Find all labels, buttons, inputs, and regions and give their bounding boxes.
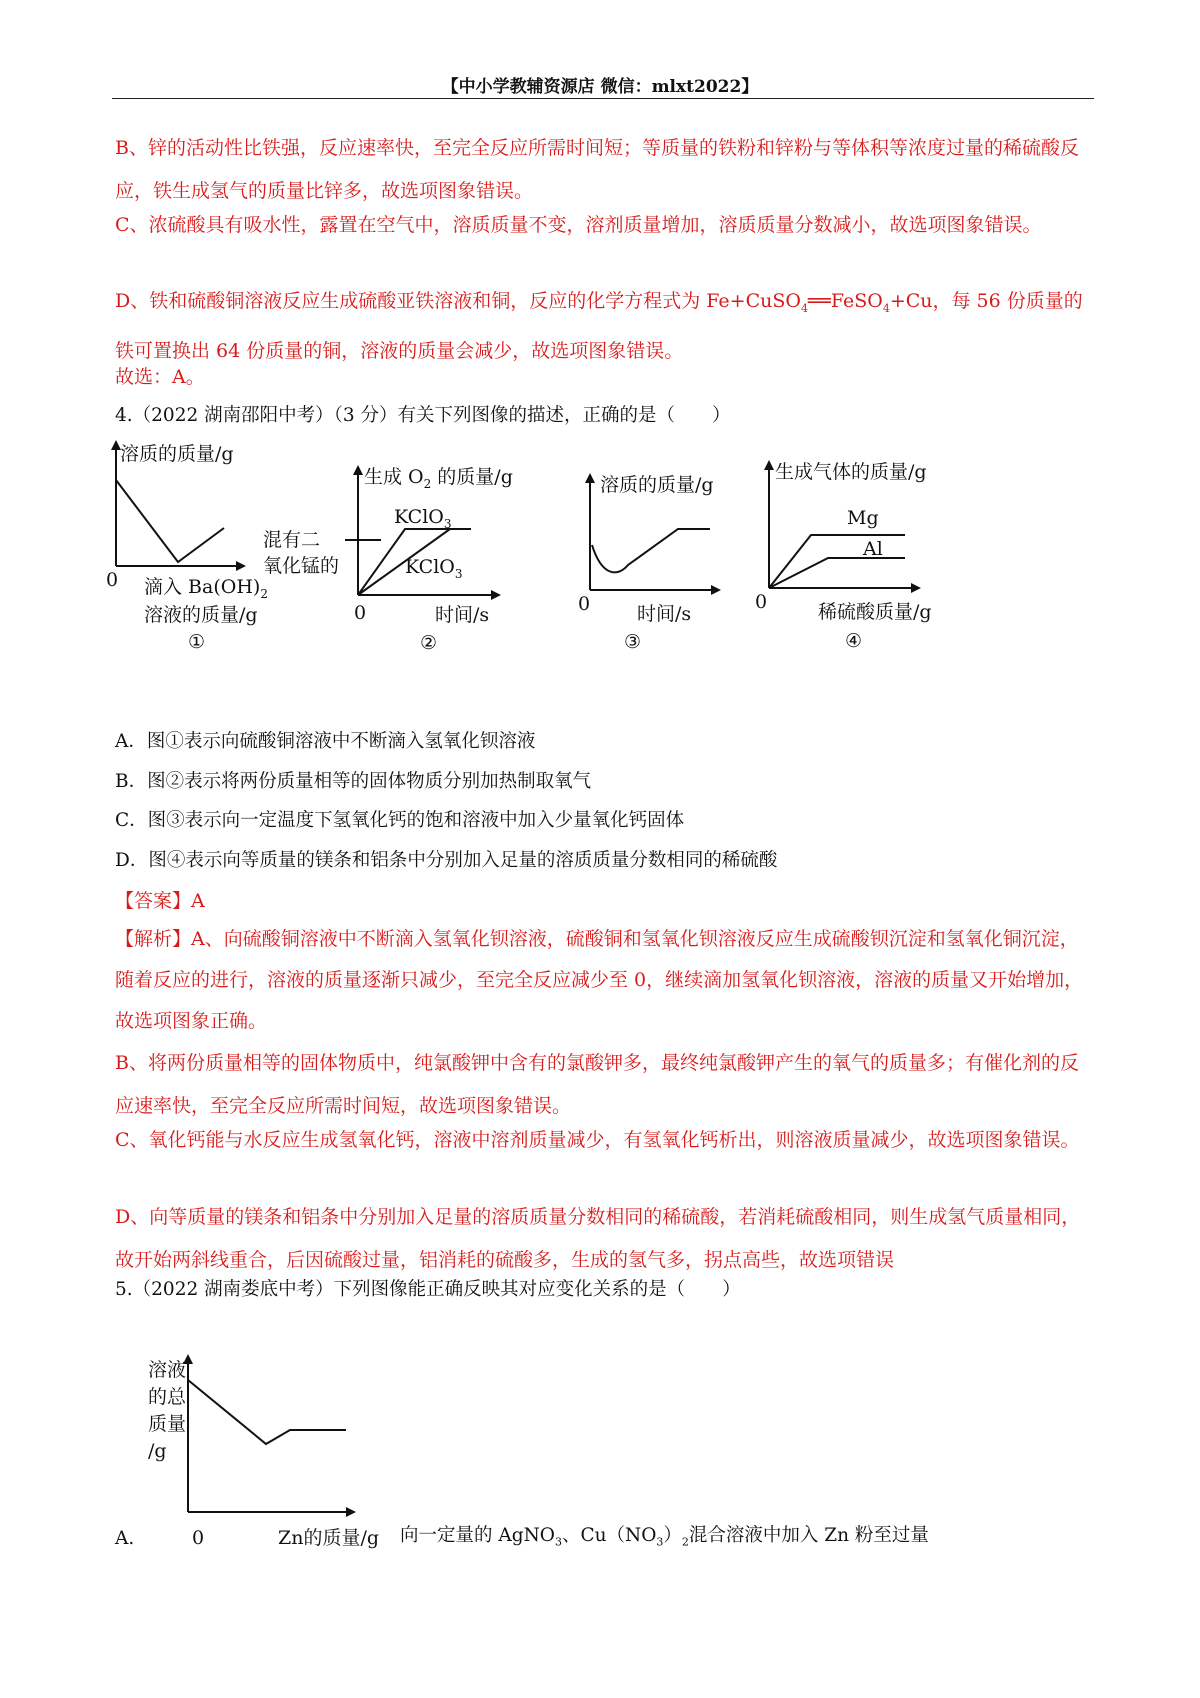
- fig2-side-label-1: 混有二: [263, 529, 321, 551]
- fig2-origin: 0: [354, 602, 367, 624]
- q4-answer: 【答案】A: [115, 890, 205, 912]
- q5-title: 5.（2022 湖南娄底中考）下列图像能正确反映其对应变化关系的是（ ）: [115, 1279, 741, 1300]
- fig4-mg-label: Mg: [847, 507, 879, 529]
- q4-analysis-b: B、将两份质量相等的固体物质中，纯氯酸钾中含有的氯酸钾多，最终纯氯酸钾产生的氧气的质量多；有催化剂的反应速率快，至完全反应所需时间短，故选项图象错误。: [115, 1052, 1079, 1117]
- fig4-al-label: Al: [863, 538, 883, 560]
- q4-figure-4: [755, 450, 955, 650]
- fig3-origin: 0: [578, 593, 591, 615]
- q5-option-a-text: 向一定量的 AgNO$_3$、$Cu(NO_3)_2$混合溶液中加入 Zn 粉至过量: [400, 1525, 929, 1549]
- q5-ylabel-2: 的总: [148, 1386, 187, 1408]
- fig4-xlabel: 稀硫酸质量/g: [818, 601, 932, 623]
- fig4-origin: 0: [755, 591, 768, 613]
- q5-ylabel-4: /g: [148, 1440, 167, 1462]
- analysis-c-prev: C、浓硫酸具有吸水性，露置在空气中，溶质质量不变，溶剂质量增加，溶质质量分数减小，故选项图象错误。: [115, 214, 1042, 236]
- q5-ylabel-3: 质量: [148, 1413, 187, 1435]
- q4-option-c: C．图③表示向一定温度下氢氧化钙的饱和溶液中加入少量氧化钙固体: [115, 810, 685, 831]
- analysis-b-prev: B、锌的活动性比铁强，反应速率快，至完全反应所需时间短；等质量的铁粉和锌粉与等体积等浓度过量的稀硫酸反应，铁生成氢气的质量比锌多，故选项图象错误。: [115, 137, 1079, 202]
- page-header: 【中小学教辅资源店 微信：mlxt2022】: [441, 77, 759, 97]
- analysis-d-prev: D、铁和硫酸铜溶液反应生成硫酸亚铁溶液和铜，反应的化学方程式为 Fe+CuSO$_4$══FeSO$_4$+Cu，每 56 份质量的铁可置换出 64 份质量的铜，溶液的质量会减少，故选项图象错误。: [115, 290, 1083, 362]
- q5-option-a-label: A.: [115, 1528, 135, 1549]
- q4-figure-3: [578, 465, 740, 653]
- q4-analysis-c: C、氧化钙能与水反应生成氢氧化钙，溶液中溶剂质量减少，有氢氧化钙析出，则溶液质量减少，故选项图象错误。: [115, 1129, 1080, 1151]
- fig3-number: ③: [624, 631, 642, 653]
- q4-option-d: D．图④表示向等质量的镁条和铝条中分别加入足量的溶质质量分数相同的稀硫酸: [115, 850, 778, 871]
- fig1-xlabel-2: 溶液的质量/g: [144, 604, 258, 626]
- fig2-number: ②: [420, 632, 438, 654]
- q4-option-a: A．图①表示向硫酸铜溶液中不断滴入氢氧化钡溶液: [115, 731, 536, 752]
- q4-analysis-a: 【解析】A、向硫酸铜溶液中不断滴入氢氧化钡溶液，硫酸铜和氢氧化钡溶液反应生成硫酸钡沉淀和氢氧化铜沉淀，随着反应的进行，溶液的质量逐渐只减少，至完全反应减少至 0，继续滴加氢氧化钡溶液，溶液的质量又开始增加，故选项图象正确。: [115, 928, 1084, 1032]
- q4-analysis-d: D、向等质量的镁条和铝条中分别加入足量的溶质质量分数相同的稀硫酸，若消耗硫酸相同，则生成氢气质量相同，故开始两斜线重合，后因硫酸过量，铝消耗的硫酸多，生成的氢气多，拐点高些，故选项错误: [115, 1206, 1081, 1271]
- fig1-xlabel-1: 滴入 $Ba(OH)_2$: [144, 576, 268, 601]
- fig3-xlabel: 时间/s: [637, 603, 692, 625]
- answer-prev: 故选：A。: [115, 366, 205, 388]
- fig3-ylabel: 溶质的质量/g: [600, 474, 714, 496]
- q4-figure-2: [263, 455, 515, 654]
- q5-xlabel: Zn的质量/g: [278, 1527, 380, 1549]
- header-rule: [112, 98, 1094, 99]
- fig1-origin: 0: [106, 569, 119, 591]
- q5-origin: 0: [192, 1527, 205, 1549]
- fig1-ylabel: 溶质的质量/g: [120, 443, 234, 465]
- q5-ylabel-1: 溶液: [148, 1359, 187, 1381]
- q4-option-b: B．图②表示将两份质量相等的固体物质分别加热制取氧气: [115, 771, 592, 792]
- fig2-line-label-1: KClO$_3$: [394, 506, 452, 531]
- fig2-side-label-2: 氧化锰的: [263, 555, 340, 577]
- fig2-xlabel: 时间/s: [435, 604, 490, 626]
- fig2-line-label-2: KClO$_3$: [405, 556, 463, 581]
- fig2-ylabel: 生成 $O_2$ 的质量/g: [364, 466, 513, 491]
- q4-title: 4.（2022 湖南邵阳中考）（3 分）有关下列图像的描述，正确的是（ ）: [115, 405, 731, 426]
- fig4-number: ④: [845, 630, 863, 652]
- fig1-number: ①: [188, 631, 206, 653]
- fig4-ylabel: 生成气体的质量/g: [775, 461, 927, 483]
- q5-figure: [140, 1348, 400, 1548]
- q4-figure-1: [100, 438, 268, 653]
